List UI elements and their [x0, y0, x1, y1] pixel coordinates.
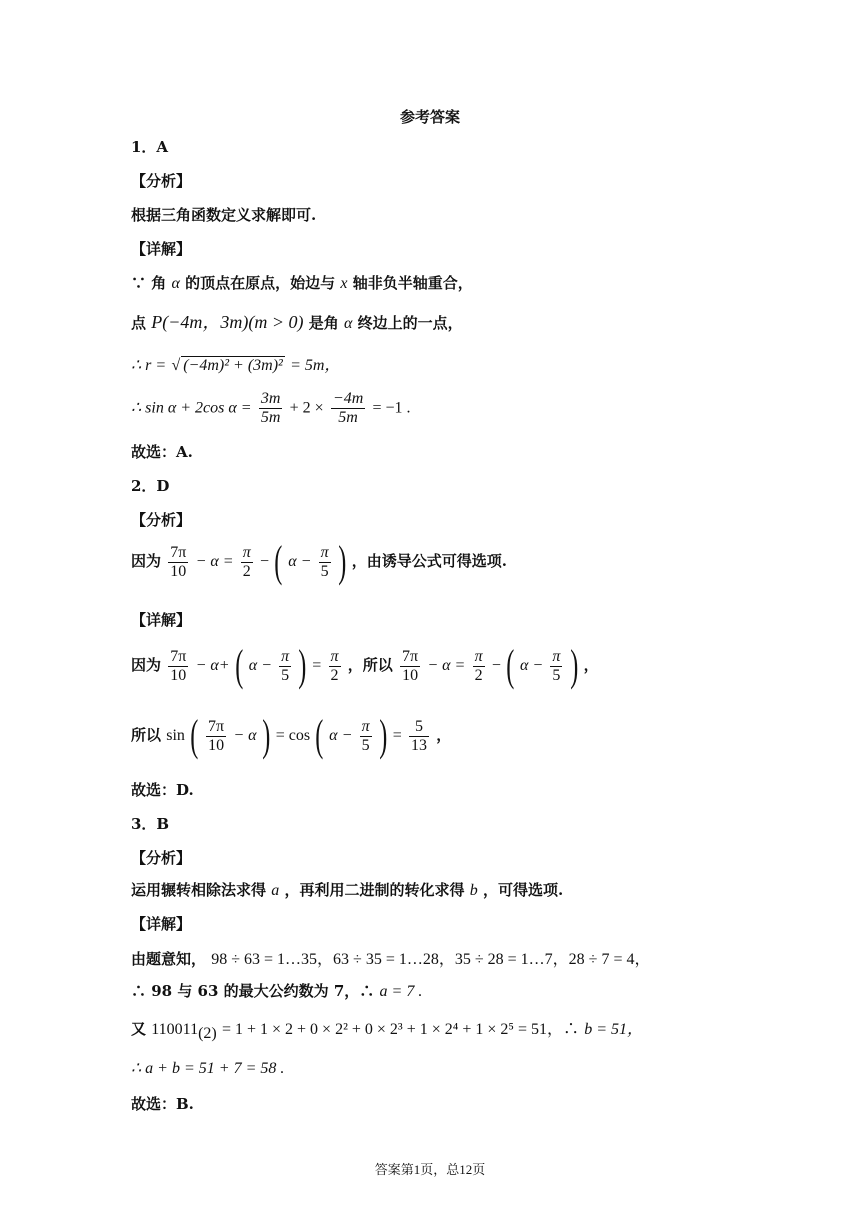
q1-frac2: [331, 390, 365, 427]
q1-l3-a: ∴ r =: [131, 357, 167, 374]
q3-detail-line2: [131, 980, 422, 1001]
q2-sin: sin: [166, 727, 185, 744]
frac-num: π: [552, 647, 561, 665]
q3-l1-math: 98 ÷ 63 = 1…35，63 ÷ 35 = 1…28，35 ÷ 28 = 1…7，28 ÷ 7 = 4，: [211, 951, 651, 968]
q2-minus-alpha-eq: − α =: [195, 553, 234, 570]
right-paren-icon: ): [338, 537, 347, 586]
right-paren-icon: ): [569, 641, 579, 690]
q3-detail-line4: [131, 1058, 284, 1078]
q3-l3-a: 又: [131, 1020, 147, 1038]
q2-c-eq2: =: [392, 727, 402, 744]
q2-c-alpha: − α: [233, 727, 257, 744]
q3-var-b: b: [469, 882, 478, 899]
frac-num: π: [281, 647, 290, 665]
q3-analysis-heading: 【分析】: [131, 849, 192, 867]
q1-frac1: [259, 390, 283, 427]
q1-l2-alpha: α: [344, 315, 353, 332]
q3-analysis-line: [131, 879, 563, 900]
q2-frac-pi-2: [329, 648, 341, 685]
frac-den: 2: [330, 666, 339, 684]
q2-frac-7pi-10: [168, 544, 188, 581]
q1-line3: [131, 352, 340, 375]
frac-den: 5: [320, 562, 329, 580]
q2-minus: −: [491, 657, 501, 674]
left-paren-icon: (: [235, 641, 244, 690]
q2-frac-pi-2: [241, 544, 253, 581]
q2-frac-5-13: [409, 718, 429, 755]
frac-den: 5: [552, 666, 561, 684]
q2-alpha-minus: α −: [248, 657, 272, 674]
q1-l2-b: 是角: [308, 314, 339, 332]
q2-choose: 故选：D.: [131, 781, 194, 799]
q1-l2-math: P(−4m，3m)(m > 0): [151, 312, 304, 332]
q3-l2-a: ∴ 98 与 63 的最大公约数为 7，∴: [131, 982, 375, 1000]
frac-num: π: [330, 647, 339, 665]
frac-den: 10: [170, 666, 187, 684]
q1-l1-a: ∵ 角: [131, 274, 167, 292]
q2-b-mid: ，所以: [347, 656, 393, 674]
q1-choose: 故选：A.: [131, 443, 193, 461]
q2-c-eq: = cos: [275, 727, 311, 744]
q2-frac-pi-5: [550, 648, 562, 685]
q3-l3-math: = 1 + 1 × 2 + 0 × 2² + 0 × 2³ + 1 × 2⁴ + 1 × 2⁵ = 51，∴: [221, 1021, 579, 1038]
q3-detail-line1: [131, 946, 650, 969]
frac-num: 5: [409, 718, 429, 737]
q2-frac-pi-5: [279, 648, 291, 685]
q1-line1: [131, 272, 473, 293]
q3-choose: 故选：B.: [131, 1095, 194, 1113]
frac-num: 7π: [170, 647, 187, 665]
frac-den: 10: [170, 562, 187, 580]
q3-detail-heading: 【详解】: [131, 915, 192, 933]
frac-den: 2: [242, 562, 251, 580]
q2-frac-7pi-10: [168, 648, 188, 685]
right-paren-icon: ): [379, 711, 388, 760]
page-footer: 答案第1页，总12页: [374, 1162, 486, 1177]
q2-c-end: ，: [436, 726, 452, 744]
q2-detail-line2: [131, 711, 452, 760]
q3-detail-line3: [131, 1016, 643, 1043]
q2-alpha-minus: α −: [288, 553, 312, 570]
left-paren-icon: (: [190, 711, 199, 760]
q1-detail-heading: 【详解】: [131, 240, 192, 258]
q1-frac2-den: 5m: [338, 409, 358, 426]
q1-analysis-heading: 【分析】: [131, 172, 192, 190]
q2-frac-pi-5: [360, 718, 372, 755]
frac-num: 7π: [402, 647, 419, 665]
q2-b-end: ，: [583, 656, 599, 674]
q2-b-m2: − α =: [427, 657, 466, 674]
q2-detail-heading: 【详解】: [131, 611, 192, 629]
frac-den: 13: [411, 736, 428, 754]
q1-frac1-num: 3m: [260, 390, 281, 407]
q1-frac2-num: −4m: [332, 390, 364, 407]
q1-l2-a: 点: [131, 314, 147, 332]
q2-frac-pi-2: [473, 648, 485, 685]
q2-frac-7pi-10: [206, 718, 226, 755]
q1-l1-x: x: [340, 275, 348, 292]
frac-den: 10: [208, 736, 225, 754]
left-paren-icon: (: [315, 711, 324, 760]
q3-number: 3．B: [131, 815, 170, 833]
q3-analysis-b: ，再利用二进制的转化求得: [284, 881, 465, 899]
q2-analysis-line: [131, 537, 508, 586]
q1-l3-root: (−4m)² + (3m)²: [183, 357, 283, 374]
right-paren-icon: ): [262, 711, 271, 760]
left-paren-icon: (: [506, 641, 515, 690]
q3-l3-b: b = 51，: [584, 1021, 644, 1038]
q1-l1-b: 的顶点在原点，始边与: [185, 274, 336, 292]
frac-den: 5: [361, 736, 370, 754]
frac-den: 10: [402, 666, 419, 684]
q1-line4: [131, 390, 411, 427]
q3-analysis-a: 运用辗转相除法求得: [131, 881, 267, 899]
q1-l3-b: = 5m，: [290, 357, 341, 374]
q3-l1-a: 由题意知，: [131, 950, 207, 968]
q1-frac1-den: 5m: [260, 409, 281, 426]
frac-num: π: [242, 543, 251, 561]
q3-analysis-c: ，可得选项.: [482, 881, 564, 899]
page-title: 参考答案: [399, 108, 460, 126]
q2-a-end: ，由诱导公式可得选项.: [351, 552, 508, 570]
frac-num: π: [474, 647, 483, 665]
frac-den: 5: [281, 666, 290, 684]
q2-a1: 因为: [131, 552, 162, 570]
q2-alpha-minus: α −: [519, 657, 544, 674]
frac-num: 7π: [170, 543, 187, 561]
q3-l3-binary: 110011: [151, 1021, 199, 1038]
sqrt-icon: √: [171, 357, 181, 374]
q1-l2-c: 终边上的一点，: [357, 314, 463, 332]
q2-b-m1: − α+: [195, 657, 230, 674]
right-paren-icon: ): [298, 641, 307, 690]
q2-c1: 所以: [131, 726, 162, 744]
q2-b-eq: =: [312, 657, 322, 674]
q3-l4-math: ∴ a + b = 51 + 7 = 58 .: [131, 1060, 285, 1077]
frac-num: π: [361, 717, 370, 735]
q2-frac-pi-5: [319, 544, 331, 581]
q1-analysis-text: 根据三角函数定义求解即可.: [131, 206, 317, 224]
q2-minus: −: [260, 553, 270, 570]
q1-l4-c: = −1 .: [372, 399, 411, 417]
q1-number: 1．A: [131, 138, 169, 156]
q2-b1: 因为: [131, 656, 162, 674]
q2-number: 2．D: [131, 477, 170, 495]
q2-alpha-minus: α −: [329, 727, 353, 744]
q2-detail-line1: [131, 641, 599, 690]
q1-line2: [131, 308, 463, 334]
q1-l1-alpha: α: [171, 275, 180, 292]
frac-num: π: [320, 543, 329, 561]
q2-frac-7pi-10: [400, 648, 420, 685]
frac-num: 7π: [208, 717, 225, 735]
q2-analysis-heading: 【分析】: [131, 511, 192, 529]
left-paren-icon: (: [274, 537, 283, 586]
q3-l2-math: a = 7 .: [379, 983, 423, 1000]
q3-var-a: a: [271, 882, 280, 899]
q1-l1-c: 轴非负半轴重合，: [352, 274, 473, 292]
frac-den: 2: [474, 666, 483, 684]
q3-l3-base: (2): [198, 1025, 217, 1042]
q1-l4-b: + 2 ×: [289, 399, 324, 417]
q1-l4-a: ∴ sin α + 2cos α =: [131, 399, 252, 417]
